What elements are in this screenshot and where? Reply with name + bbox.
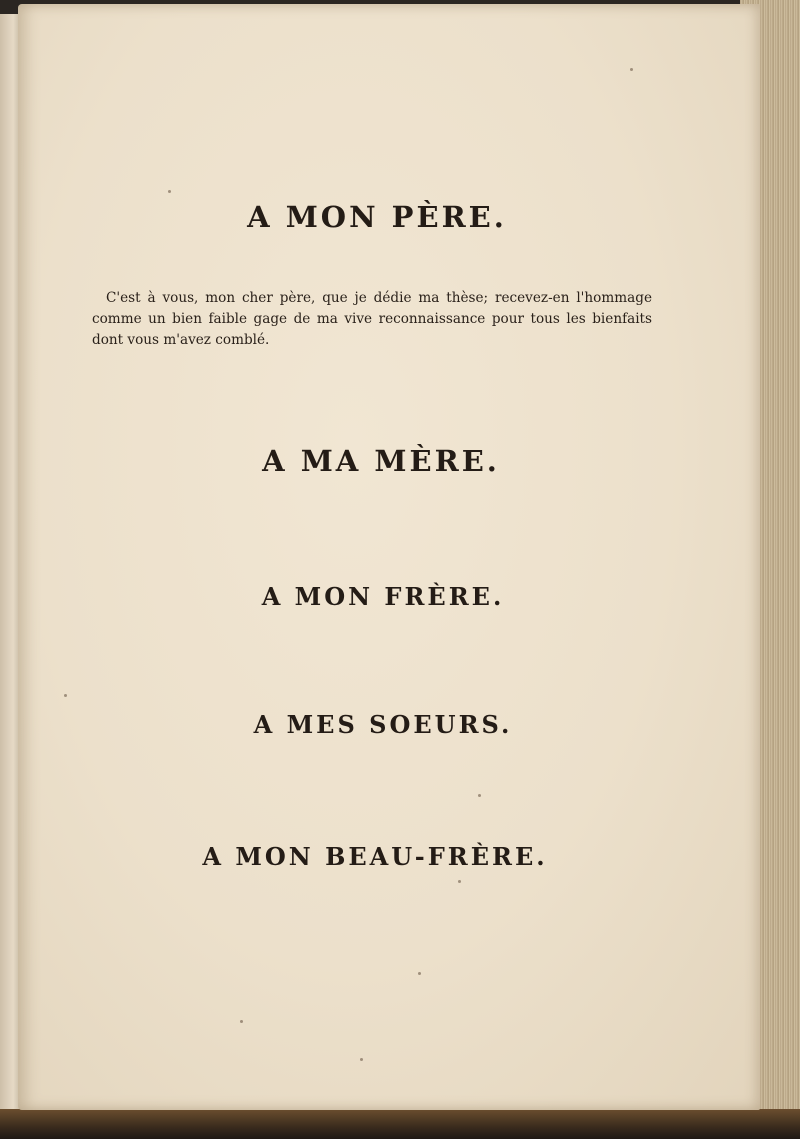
book-page [18, 4, 760, 1110]
dedication-heading-sisters: A MES SOEURS. [253, 710, 513, 739]
book-cover-edge [0, 1109, 800, 1139]
dedication-heading-brother: A MON FRÈRE. [261, 582, 505, 611]
dedication-heading-mother: A MA MÈRE. [262, 444, 500, 478]
dedication-heading-father: A MON PÈRE. [247, 200, 507, 234]
dedication-heading-brother-in-law: A MON BEAU-FRÈRE. [202, 842, 548, 871]
dedication-text-father: C'est à vous, mon cher père, que je dédie ma thèse; recevez-en l'hommage comme un bien faible gage de ma vive reconnaissance pour tous les bienfaits dont vous m'avez comblé. [92, 290, 652, 348]
